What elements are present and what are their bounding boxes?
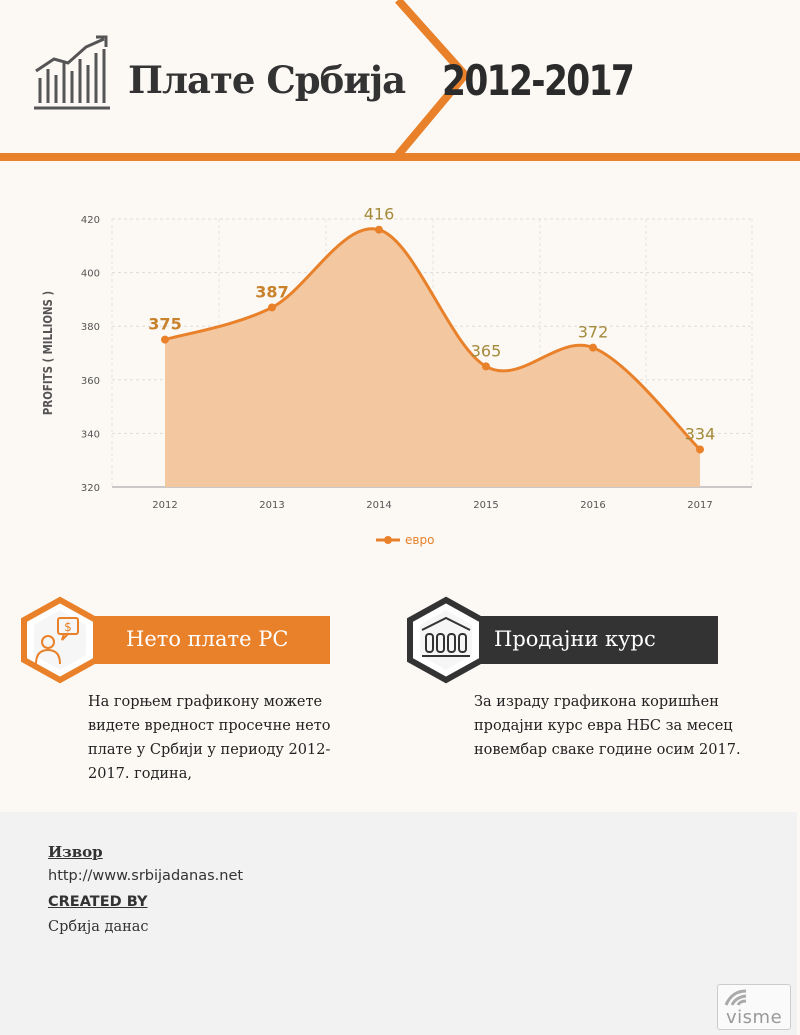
x-tick-label: 2015	[473, 500, 499, 511]
visme-logo-text: visme	[726, 1007, 783, 1028]
line-chart	[0, 190, 800, 560]
footer	[0, 812, 797, 1035]
text-line: За израду графикона коришћен	[474, 694, 719, 710]
y-tick-label: 420	[80, 215, 100, 226]
section-description-right	[474, 690, 764, 762]
page-title: Плате Србија	[128, 58, 406, 102]
created-by-value: Србија данас	[48, 919, 149, 935]
year-range: 2012-2017	[442, 56, 634, 105]
x-axis-ticks	[152, 500, 712, 511]
y-tick-label: 400	[80, 268, 100, 280]
y-tick-label: 360	[80, 375, 100, 387]
y-axis-label: PROFITS ( MILLIONS )	[41, 290, 56, 416]
source-link[interactable]: http://www.srbijadanas.net	[48, 868, 244, 884]
data-point	[589, 344, 597, 352]
y-tick-label: 340	[80, 429, 100, 441]
bar-chart-growth-icon	[32, 33, 112, 113]
legend-marker	[384, 536, 392, 544]
data-point	[696, 445, 704, 453]
x-tick-label: 2017	[687, 500, 713, 511]
text-line: На горњем графикону можете	[88, 694, 323, 710]
text-line: видете вредност просечне нето	[88, 718, 331, 734]
x-tick-label: 2016	[580, 500, 606, 511]
person-money-icon	[20, 594, 100, 686]
source-title: Извор	[48, 843, 103, 861]
bank-icon	[406, 594, 486, 686]
legend-label: евро	[405, 533, 435, 547]
created-by-title: CREATED BY	[48, 894, 148, 910]
y-tick-label: 320	[80, 483, 100, 494]
data-point	[161, 336, 169, 344]
data-label: 416	[363, 204, 395, 224]
y-axis-ticks	[81, 215, 100, 494]
data-label: 334	[684, 424, 716, 444]
data-label: 365	[470, 341, 502, 361]
section-title: Продајни курс	[494, 627, 656, 651]
section-description-left	[88, 690, 348, 786]
section-title: Нето плате РС	[126, 627, 289, 651]
visme-mark-icon	[722, 987, 762, 1007]
section-exchange-rate	[406, 616, 736, 664]
data-point	[375, 226, 383, 234]
text-line: плате у Србији у периоду 2012-	[88, 742, 331, 758]
x-tick-label: 2014	[366, 500, 392, 511]
header	[0, 0, 800, 162]
svg-text:$: $	[64, 620, 72, 634]
data-point	[268, 303, 276, 311]
header-rule	[0, 153, 800, 161]
text-line: 2017. година,	[88, 766, 192, 782]
text-line: новембар сваке године осим 2017.	[474, 742, 741, 758]
chart-legend[interactable]	[376, 533, 434, 547]
y-tick-label: 380	[80, 322, 100, 334]
text-line: продајни курс евра НБС за месец	[474, 718, 733, 734]
section-net-salaries	[20, 616, 340, 664]
data-label: 387	[255, 282, 289, 302]
visme-logo[interactable]	[717, 984, 791, 1030]
x-tick-label: 2013	[259, 500, 285, 511]
data-point	[482, 362, 490, 370]
data-label: 375	[148, 314, 182, 334]
x-tick-label: 2012	[152, 500, 178, 511]
data-label: 372	[577, 322, 609, 342]
